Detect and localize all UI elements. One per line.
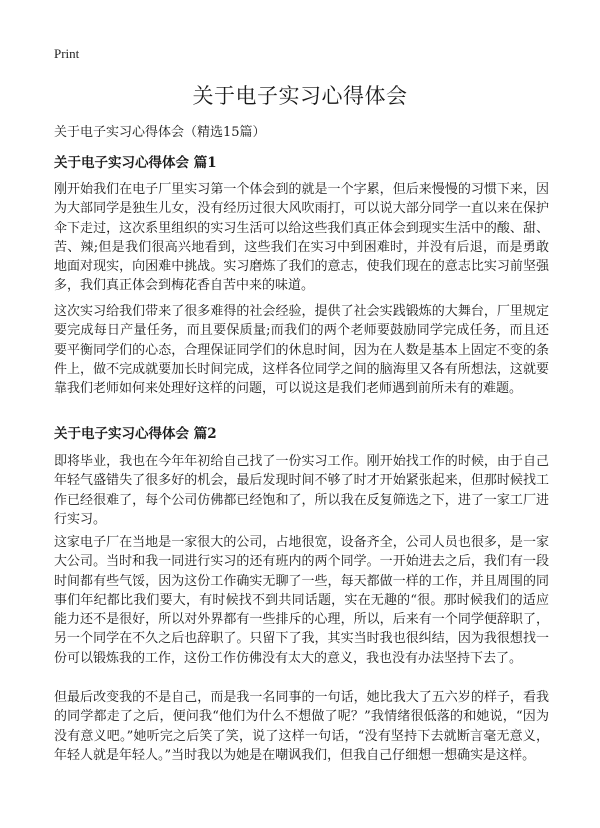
- section-heading-1: 关于电子实习心得体会 篇1: [54, 155, 217, 171]
- section-heading-2: 关于电子实习心得体会 篇2: [54, 426, 217, 442]
- section-2-paragraph-1: 即将毕业，我也在今年年初给自己找了一份实习工作。刚开始找工作的时候，由于自己年轻气盛错失了很多好的机会，最后发现时间不够了时才开始紧张起来，但那时候找工作已经很难了，每个公司仿佛都已经饱和了，所以我在反复筛选之下，进了一家工厂进行实习。: [54, 454, 549, 527]
- page-title: 关于电子实习心得体会: [192, 84, 408, 108]
- print-link[interactable]: Print: [54, 46, 80, 61]
- document-subtitle: 关于电子实习心得体会（精选15篇）: [54, 125, 266, 140]
- section-2-paragraph-2: 这家电子厂在当地是一家很大的公司，占地很宽，设备齐全，公司人员也很多，是一家大公司。当时和我一同进行实习的还有班内的两个同学。一开始进去之后，我们有一段时间都有些气馁，因为这份工作确实无聊了一些，每天都做一样的工作，并且周围的同事们年纪都比我们要大，有时候找不到共同话题，实在无趣的“很。那时候我们的适应能力还不是很好，所以对外界都有一些排斥的心理，所以，后来有一个同学便辞职了，另一个同学在不久之后也辞职了。只留下了我，其实当时我也很纠结，因为我很想找一份可以锻炼我的工作，这份工作仿佛没有太大的意义，我也没有办法坚持下去了。: [54, 535, 549, 666]
- section-1-paragraph-2: 这次实习给我们带来了很多难得的社会经验，提供了社会实践锻炼的大舞台，厂里规定要完成每日产量任务，而且要保质量;而我们的两个老师要鼓励同学完成任务，而且还要平衡同学们的心态，合理保证同学们的休息时间，因为在人数是基本上固定不变的条件上，做不完成就要加长时间完成，这样各位同学之间的脑海里又各有所想法，这就要靠我们老师如何来处理好这样的问题，可以说这是我们老师遇到前所未有的难题。: [54, 304, 549, 397]
- section-2-paragraph-3: 但最后改变我的不是自己，而是我一名同事的一句话，她比我大了五六岁的样子，看我的同学都走了之后，便问我“他们为什么不想做了呢？”我情绪很低落的和她说，“因为没有意义吧。”她听完之后笑了笑，说了这样一句话，“没有坚持下去就断言毫无意义，年轻人就是年轻人。”当时我以为她是在嘲讽我们，但我自己仔细想一想确实是这样。: [54, 690, 549, 763]
- section-1-paragraph-1: 刚开始我们在电子厂里实习第一个体会到的就是一个字累，但后来慢慢的习惯下来，因为大部同学是独生儿女，没有经历过很大风吹雨打，可以说大部分同学一直以来在保护伞下走过，这次系里组织的实习生活可以给这些我们真正体会到现实生活中的酸、甜、苦、辣;但是我们很高兴地看到，这些我们在实习中到困难时，并没有后退，而是勇敢地面对现实，向困难中挑战。实习磨炼了我们的意志，使我们现在的意志比实习前坚强多，我们真正体会到梅花香自苦中来的味道。: [54, 182, 549, 294]
